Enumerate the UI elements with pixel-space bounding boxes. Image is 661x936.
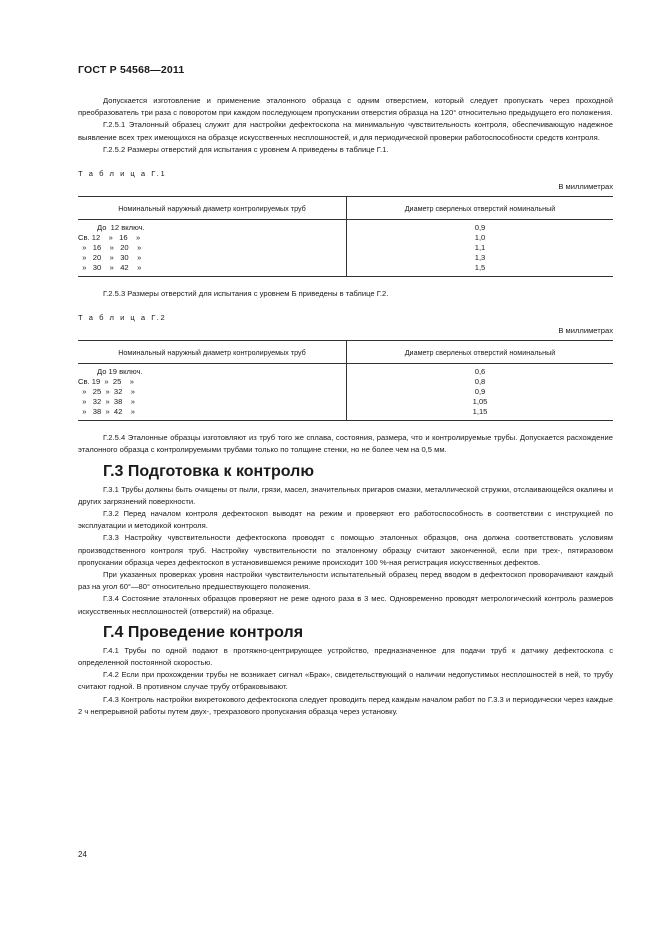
- paragraph: Г.4.1 Трубы по одной подают в протяжно-центрирующее устройство, предназначенное для подачи труб к датчику дефектоскопа с определенной постоянной скоростью.: [78, 645, 613, 668]
- paragraph: Допускается изготовление и применение эталонного образца с одним отверстием, который следует пропускать через проходной преобразователь три раза с поворотом при каждом последующем пропускании отверстия образца на 120° относительно предыдущего его положения.: [78, 96, 613, 118]
- table-row: » 32 » 38 »: [78, 397, 135, 407]
- section-heading: Г.3 Подготовка к контролю: [103, 462, 314, 480]
- table-row: 1,0: [474, 233, 486, 243]
- table-row: 0,6: [474, 367, 486, 377]
- paragraph: Г.3.2 Перед началом контроля дефектоскоп выводят на режим и проверяют его работоспособность в соответствии с инструкцией по эксплуатации и методикой контроля.: [78, 509, 613, 531]
- table-row: Св. 19 » 25 »: [78, 377, 134, 387]
- paragraph: Г.2.5.3 Размеры отверстий для испытания с уровнем Б приведены в таблице Г.2.: [103, 289, 389, 299]
- table-row: До 12 включ.: [78, 223, 145, 233]
- paragraph: Г.2.5.2 Размеры отверстий для испытания с уровнем А приведены в таблице Г.1.: [103, 144, 389, 154]
- table-units: В миллиметрах: [558, 182, 613, 192]
- paragraph: При указанных проверках уровня настройки чувствительности испытательный образец перед вводом в дефектоскоп проворачивают каждый раз на угол 60°—80° относительно предшествующего положения.: [78, 570, 613, 592]
- table-row: 1,05: [472, 397, 488, 407]
- table-row: » 16 » 20 »: [78, 243, 142, 253]
- paragraph: Г.2.5.1 Эталонный образец служит для настройки дефектоскопа на минимальную чувствительность контроля, обеспечивающую надежное выявление всех трех имеющихся на образце искусственных несплошностей, и для периодической проверки работоспособности средств контроля.: [78, 120, 613, 142]
- table-row: » 20 » 30 »: [78, 253, 142, 263]
- table-header: Номинальный наружный диаметр контролируемых труб: [78, 197, 347, 220]
- paragraph: Г.4.2 Если при прохождении трубы не возникает сигнал «Брак», свидетельствующий о наличии недопустимых несплошностей в ней, то трубу считают годной. В противном случае трубу отбраковывают.: [78, 670, 613, 692]
- paragraph: Г.3.1 Трубы должны быть очищены от пыли, грязи, масел, значительных пригаров смазки, металлической стружки, отслаивающейся окалины и других загрязнений поверхности.: [78, 484, 613, 506]
- section-heading: Г.4 Проведение контроля: [103, 623, 304, 641]
- table-row: 0,9: [474, 223, 486, 233]
- table-header: Диаметр сверленых отверстий номинальный: [347, 341, 614, 364]
- document-header: ГОСТ Р 54568—2011: [78, 64, 185, 76]
- table-row: » 30 » 42 »: [78, 263, 142, 273]
- table-cell-holes: [347, 220, 614, 277]
- table-header: Номинальный наружный диаметр контролируемых труб: [78, 341, 347, 364]
- table-units: В миллиметрах: [558, 326, 613, 336]
- table-row: 0,8: [474, 377, 486, 387]
- table-g2: [78, 340, 613, 421]
- table-row: 1,15: [472, 407, 488, 417]
- table-cell-holes: [347, 364, 614, 421]
- paragraph: Г.3.3 Настройку чувствительности дефектоскопа проводят с помощью эталонных образцов, она должна соответствовать условиям производственного контроля труб. Настройку чувствительности по эталонному образцу считают законченной, если при трех-, пятиразовом пропускании образца через дефектоскоп в установившемся режиме происходит 100 %-ная регистрация искусственных дефектов.: [78, 533, 613, 567]
- table-row: 1,3: [474, 253, 486, 263]
- table-cell-diameters: [78, 220, 347, 277]
- table-caption: Т а б л и ц а Г.2: [78, 313, 167, 323]
- table-row: 1,1: [474, 243, 486, 253]
- table-header: Диаметр сверленых отверстий номинальный: [347, 197, 614, 220]
- table-row: До 19 включ.: [78, 367, 143, 377]
- table-cell-diameters: [78, 364, 347, 421]
- table-caption: Т а б л и ц а Г.1: [78, 169, 167, 179]
- table-row: » 25 » 32 »: [78, 387, 135, 397]
- table-row: Св. 12 » 16 »: [78, 233, 141, 243]
- paragraph: Г.2.5.4 Эталонные образцы изготовляют из труб того же сплава, состояния, размера, что и контролируемые трубы. Допускается расхождение эталонного образца с контролируемыми трубами только по толщине стенки, но не более чем на 0,5 мм.: [78, 433, 613, 455]
- page-number: 24: [78, 850, 87, 859]
- paragraph: Г.3.4 Состояние эталонных образцов проверяют не реже одного раза в 3 мес. Одновременно проводят метрологический контроль размеров искусственных несплошностей (отверстий) на образце.: [78, 594, 613, 616]
- table-g1: [78, 196, 613, 277]
- page-content: [78, 64, 613, 718]
- table-row: 1,5: [474, 263, 486, 273]
- table-row: » 38 » 42 »: [78, 407, 135, 417]
- table-row: 0,9: [474, 387, 486, 397]
- paragraph: Г.4.3 Контроль настройки вихретокового дефектоскопа следует проводить перед каждым началом работ по Г.3.3 и периодически через каждые 2 ч непрерывной работы путем двух-, трехразового пропускания образца через установку.: [78, 694, 613, 716]
